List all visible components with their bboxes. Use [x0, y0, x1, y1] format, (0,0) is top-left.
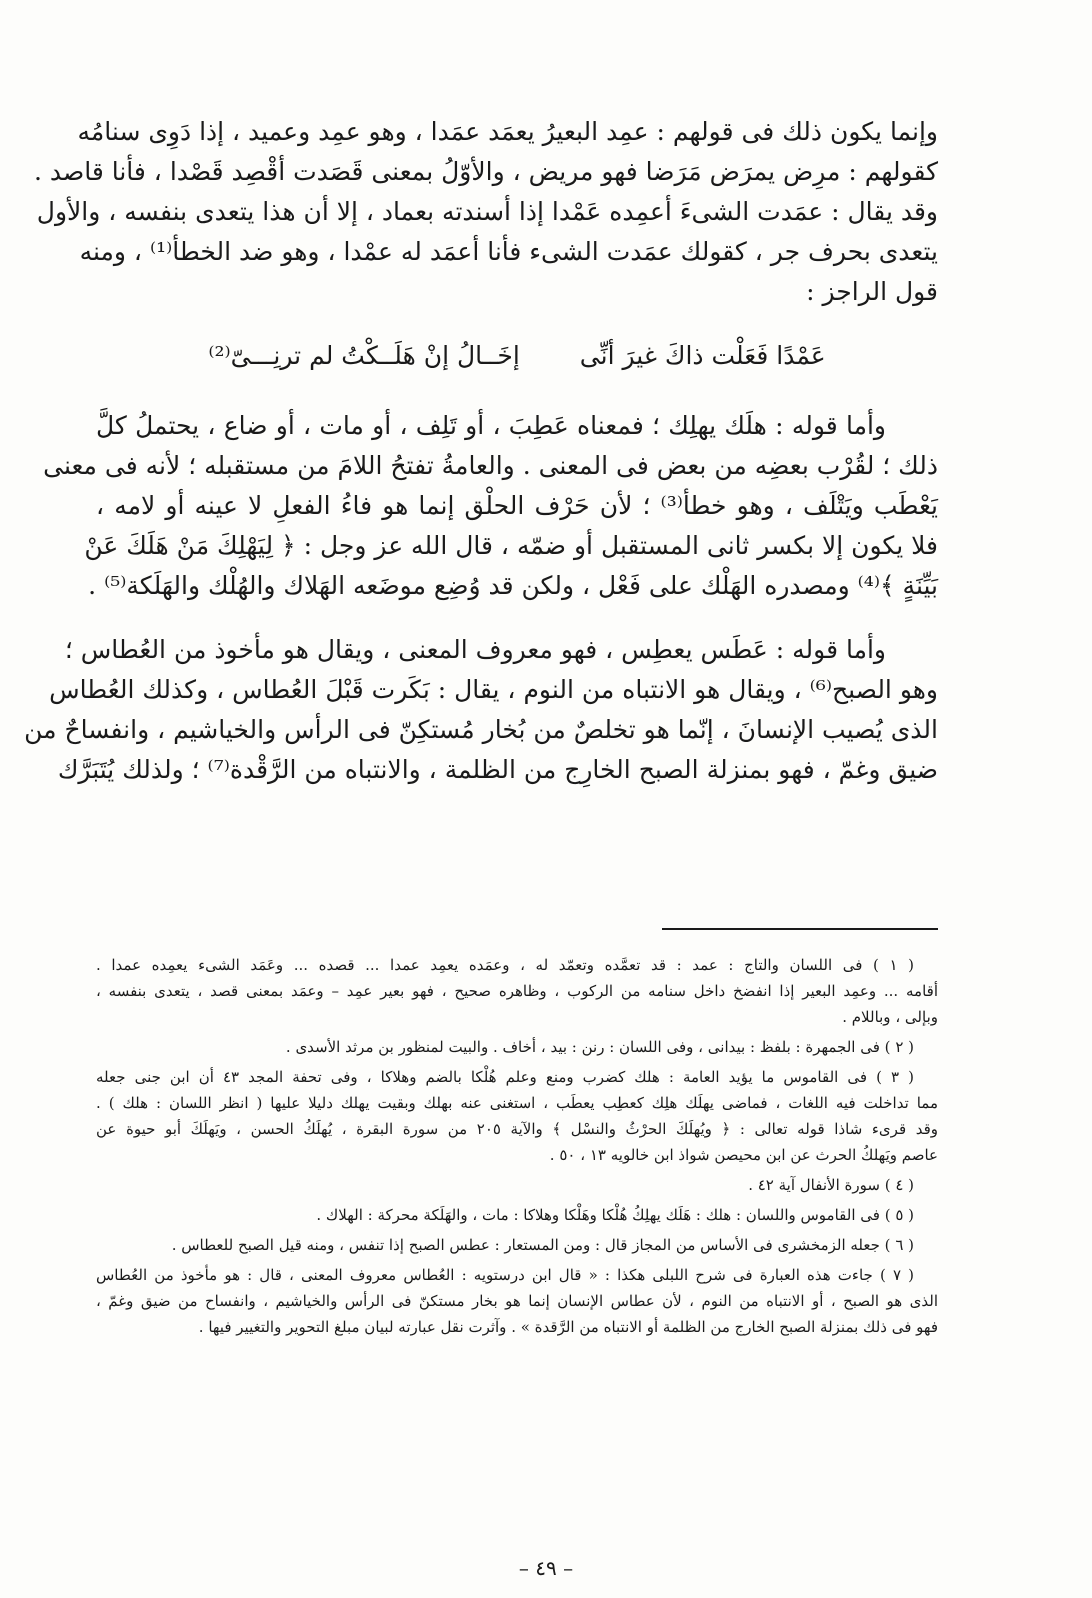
text-line: وأما قوله : عَطَس يعطِس ، فهو معروف المعنى ، ويقال هو مأخوذ من العُطاس ؛ — [64, 635, 886, 664]
footnote-line: مما تداخلت فيه اللغات ، فماضى يهلَك هلِك كعطِب يعطَب ، استغنى عنه بهلك وبقيت يهلك دليلا عليها ( انظر اللسان : هلك ) . — [96, 1094, 938, 1112]
text-line: وإنما يكون ذلك فى قولهم : عمِد البعيرُ يعمَد عمَدا ، وهو عمِد وعميد ، إذا دَوِى سنامُه — [77, 117, 938, 146]
footnote-line: ( ٤ ) سورة الأنفال آية ٤٢ . — [748, 1176, 914, 1194]
paragraph-3 — [24, 630, 938, 790]
footnote-6 — [96, 1232, 938, 1258]
footnote-line: ( ١ ) فى اللسان والتاج : عمد : قد تعمَّده وتعمّد له ، وعمَده يعمِد عمدا ... قصده ... وعَمَد الشىء يعمِده عمدا . — [96, 956, 914, 974]
footnote-line: الذى هو الصبح ، أو الانتباه من النوم ، لأن عطاس الإنسان إنما هو بخار مستكنّ فى الرأس والخياشيم ، وانفساح من ضيق وغمّ ، — [96, 1292, 938, 1310]
text-line: وأما قوله : هلَك يهلِك ؛ فمعناه عَطِبَ ، أو تَلِف ، أو مات ، أو ضاع ، يحتملُ كلَّ — [96, 411, 886, 440]
main-text — [24, 112, 938, 814]
footnote-line: ( ٣ ) فى القاموس ما يؤيد العامة : هلك كضرب ومنع وعلم هُلْكا بالضم وهلاكا ، وفى تحفة المجد ٤٣ أن ابن جنى جعله — [96, 1068, 915, 1086]
text-line: الذى يُصيب الإنسانَ ، إنّما هو تخلصٌ من بُخار مُستكِنّ فى الرأس والخياشيم ، وانفساحٌ من — [24, 715, 938, 744]
footnote-line: وبإلى ، وباللام . — [842, 1008, 938, 1026]
footnote-3 — [96, 1064, 938, 1168]
text-line: يَعْطَب ويَتْلَف ، وهو خطأ⁽³⁾ ؛ لأن حَرْف الحلْق إنما هو فاءُ الفعلِ لا عينه أو لامه ، — [96, 491, 938, 520]
text-line: بَيِّنَةٍ ﴾⁽⁴⁾ ومصدره الهَلْك على فَعْل ، ولكن قد وُضِع موضَعه الهَلاك والهُلْك والهَلَكة⁽⁵⁾ . — [88, 571, 938, 600]
verse-hemistich-2: إخَــالُ إنْ هَلَــكْتُ لم ترنِـــىّ⁽²⁾ — [208, 341, 520, 370]
text-line: فلا يكون إلا بكسر ثانى المستقبل أو ضمّه ، قال الله عز وجل : ﴿ لِيَهْلِكَ مَنْ هَلَكَ عَنْ — [84, 531, 938, 560]
text-line: يتعدى بحرف جر ، كقولك عمَدت الشىء فأنا أعمَد له عمْدا ، وهو ضد الخطأ⁽¹⁾ ، ومنه — [79, 237, 938, 266]
verse-hemistich-1: عَمْدًا فَعَلْت ذاكَ غيرَ أنِّى — [579, 341, 826, 370]
footnote-7 — [96, 1262, 938, 1340]
text-line: كقولهم : مرِض يمرَض مَرَضا فهو مريض ، والأوّلُ بمعنى قَصَدت أقْصِد قَصْدا ، فأنا قاصد . — [33, 157, 938, 186]
text-line: قول الراجز : — [806, 277, 938, 306]
paragraph-2 — [43, 406, 938, 606]
footnote-4 — [96, 1172, 938, 1198]
footnote-line: أقامه ... وعمِد البعير إذا انفضخ داخل سنامه من الركوب ، وظاهره صحيح ، فهو بعير عمِد – وعمَد بمعنى قصد ، يتعدى بنفسه ، — [96, 982, 938, 1000]
poetry-verse — [96, 336, 938, 376]
text-line: ذلك ؛ لقُرْب بعضِه من بعض فى المعنى . والعامةُ تفتحُ اللامَ من مستقبله ؛ لأنه فى معنى — [43, 451, 938, 480]
footnotes — [96, 952, 938, 1344]
footnote-divider — [662, 928, 938, 930]
text-line: ضيق وغمّ ، فهو بمنزلة الصبح الخارِج من الظلمة ، والانتباه من الرَّقْدة⁽⁷⁾ ؛ ولذلك يُتَبَرَّك — [57, 755, 938, 784]
footnote-5 — [96, 1202, 938, 1228]
footnote-line: عاصم ويَهلكُ الحرث عن ابن محيصن شواذ ابن خالويه ١٣ ، ٥٠ . — [549, 1146, 938, 1164]
text-line: وقد يقال : عمَدت الشىءَ أعمِده عَمْدا إذا أسندته بعماد ، إلا أن هذا يتعدى بنفسه ، والأول — [36, 197, 938, 226]
footnote-line: ( ٧ ) جاءت هذه العبارة فى شرح اللبلى هكذا : « قال ابن درستويه : العُطاس معروف المعنى ، قال : هو مأخوذ من العُطاس — [96, 1266, 914, 1284]
paragraph-1 — [33, 112, 938, 312]
footnote-line: ( ٢ ) فى الجمهرة : بلفظ : بيدانى ، وفى اللسان : رنن : بيد ، أخاف . والبيت لمنظور بن مرثد الأسدى . — [285, 1038, 914, 1056]
footnote-line: ( ٥ ) فى القاموس واللسان : هلك : هَلَك يهلِكُ هُلْكا وهَلْكا وهلاكا : مات ، والهَلَكة محركة : الهلاك . — [316, 1206, 914, 1224]
footnote-line: ( ٦ ) جعله الزمخشرى فى الأساس من المجاز قال : ومن المستعار : عطس الصبح إذا تنفس ، ومنه قيل الصبح للعطاس . — [171, 1236, 914, 1254]
footnote-line: وقد قرىء شاذا قوله تعالى : ﴿ ويُهلَكَ الحرْثُ والنسْل ﴾ والآية ٢٠٥ من سورة البقرة ، يُهلَكُ الحسن ، ويَهلَكَ أبو حيوة عن — [96, 1120, 939, 1138]
text-line: وهو الصبح⁽⁶⁾ ، ويقال هو الانتباه من النوم ، يقال : بَكَرت قَبْلَ العُطاس ، وكذلك العُطاس — [49, 675, 938, 704]
footnote-1 — [96, 952, 938, 1030]
footnote-2 — [96, 1034, 938, 1060]
footnote-line: فهو فى ذلك بمنزلة الصبح الخارج من الظلمة أو الانتباه من الرَّقدة » . وآثرت نقل عبارته لبيان مبلغ التحوير والتغيير فيها . — [198, 1318, 938, 1336]
page-number: – ٤٩ – — [518, 1556, 574, 1580]
